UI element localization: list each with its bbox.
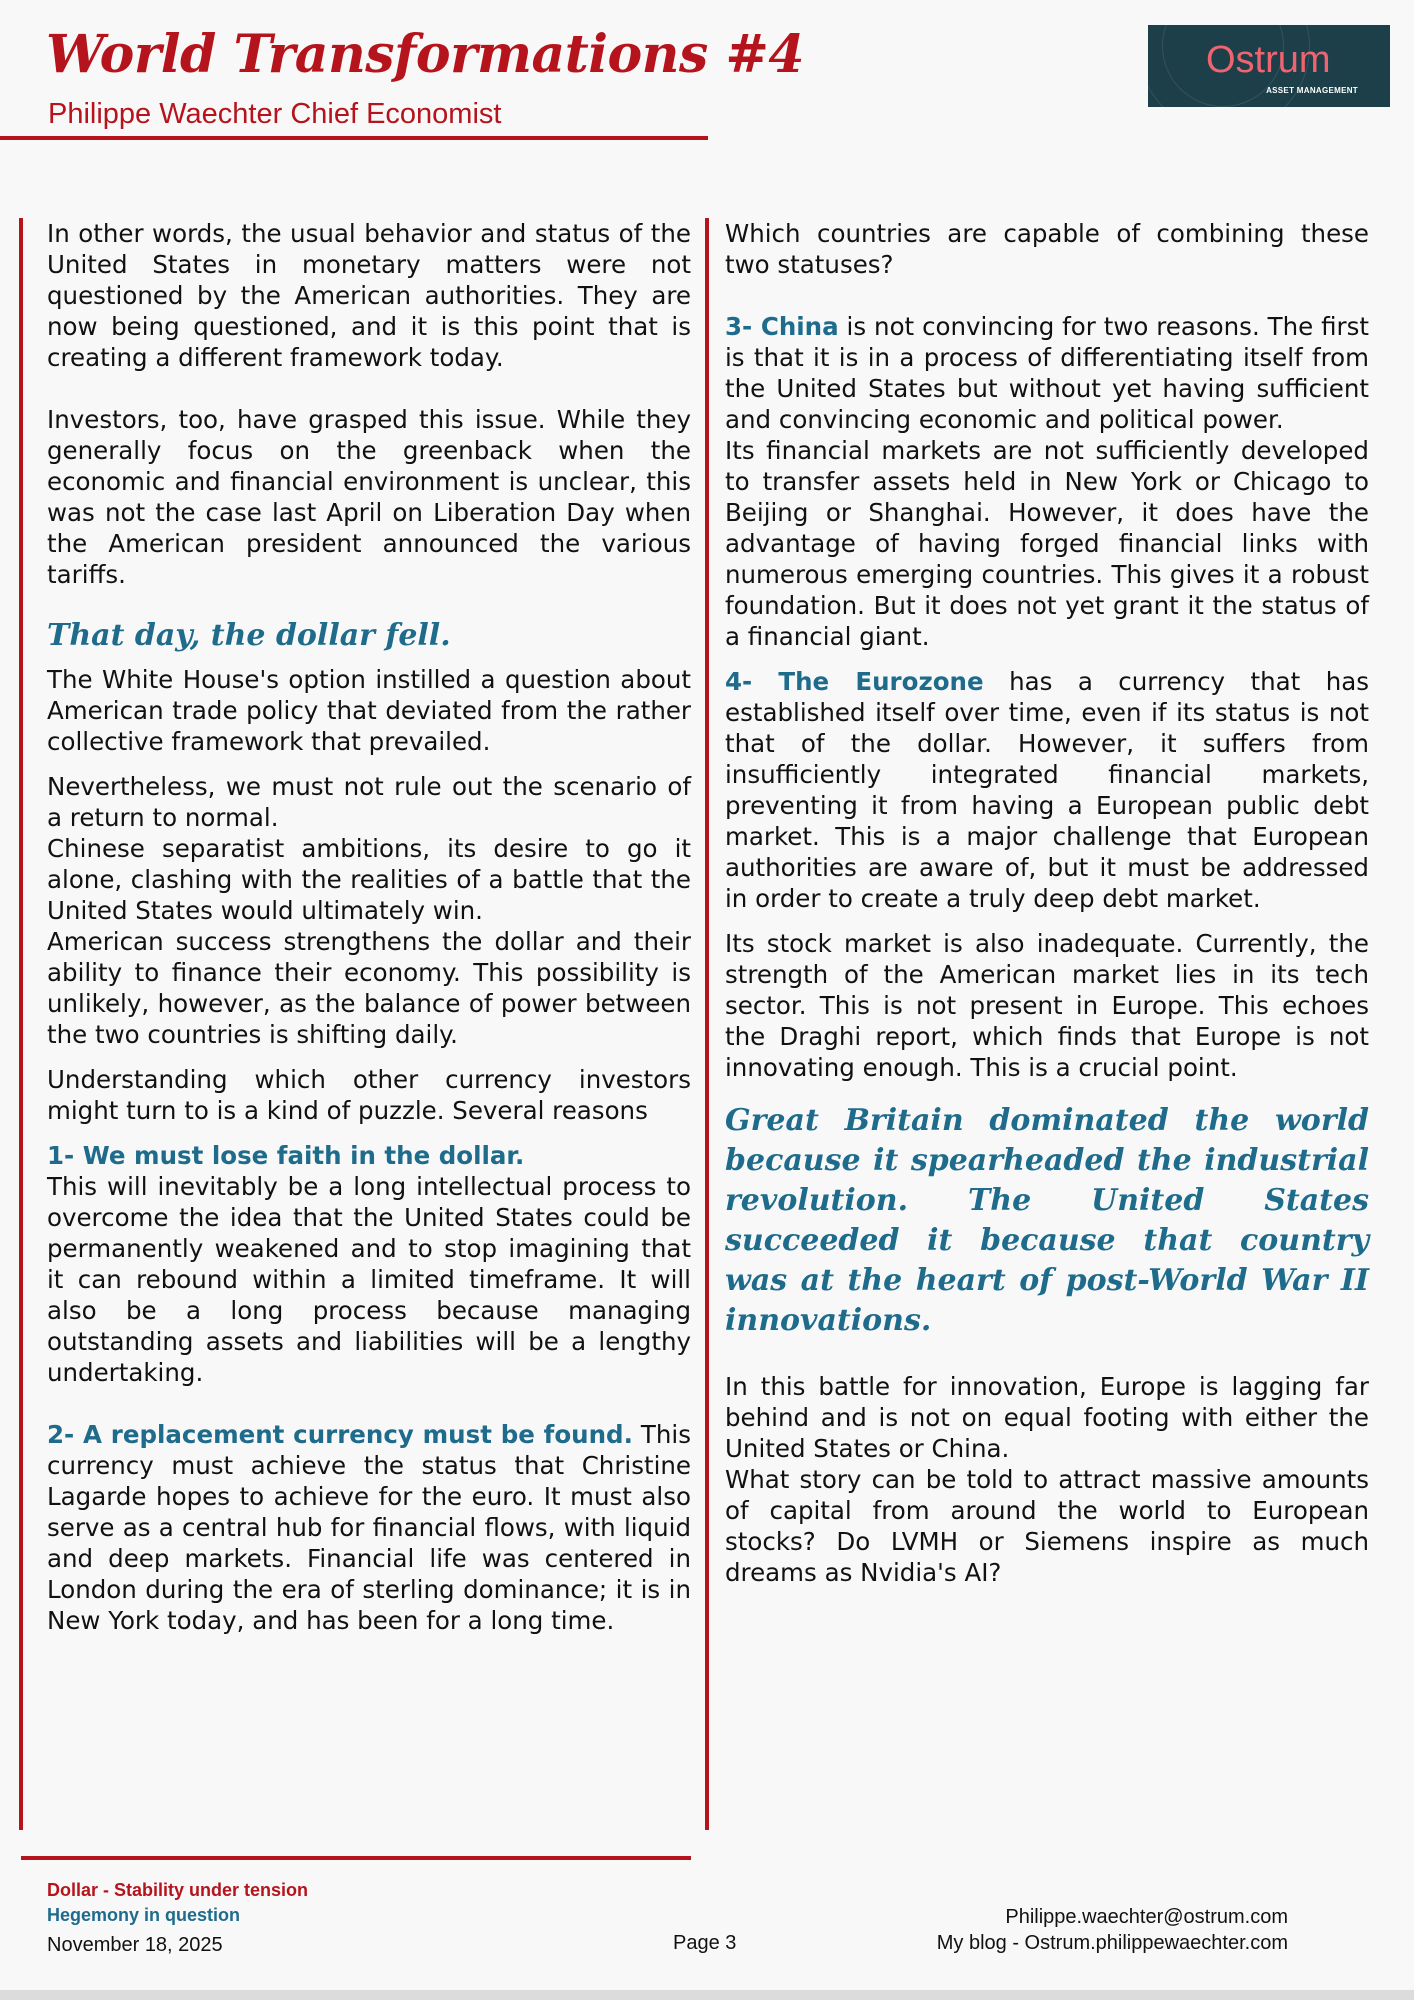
section-heading: 3- China	[725, 312, 839, 341]
right-column	[725, 218, 1369, 1588]
page-number: Page 3	[673, 1932, 737, 1954]
paragraph: Nevertheless, we must not rule out the scenario of a return to normal.	[47, 772, 691, 832]
paragraph: The White House's option instilled a question about American trade policy that deviated from the rather collective framework that prevailed.	[47, 665, 691, 756]
section-heading: 4- The Eurozone	[725, 667, 984, 696]
blog-link: My blog - Ostrum.philippewaechter.com	[936, 1932, 1288, 1954]
footer-date: November 18, 2025	[47, 1934, 223, 1956]
paragraph: American success strengthens the dollar and their ability to finance their economy. This possibility is unlikely, however, as the balance of power between the two countries is shifting daily.	[47, 927, 691, 1049]
logo-tagline: ASSET MANAGEMENT	[1266, 86, 1358, 95]
paragraph: Its stock market is also inadequate. Currently, the strength of the American market lies in its tech sector. This is not present in Europe. This echoes the Draghi report, which finds that Europe is not innovating enough. This is a crucial point.	[725, 929, 1369, 1082]
footer-topic-secondary: Hegemony in question	[47, 1905, 241, 1925]
footer-rule	[21, 1856, 691, 1860]
paragraph: Chinese separatist ambitions, its desire to go it alone, clashing with the realities of a battle that the United States would ultimately win.	[47, 834, 691, 925]
title-underline	[0, 136, 708, 140]
document-title: World Transformations #4	[46, 24, 805, 85]
author-subtitle: Philippe Waechter Chief Economist	[48, 98, 502, 130]
paragraph-text: This currency must achieve the status that Christine Lagarde hopes to achieve for the euro. It must also serve as a central hub for financial flows, with liquid and deep markets. Financial life was centered in London during the era of sterling dominance; it is in New York today, and has been for a long time.	[47, 1420, 691, 1635]
paragraph: This will inevitably be a long intellectual process to overcome the idea that the United States could be permanently weakened and to stop imagining that it can rebound within a limited timeframe. It will also be a long process because managing outstanding assets and liabilities will be a lengthy undertaking.	[47, 1172, 691, 1387]
paragraph-text: is not convincing for two reasons. The first is that it is in a process of differentiating itself from the United States but without yet having sufficient and convincing economic and political power.	[725, 312, 1369, 434]
ostrum-logo	[1148, 25, 1390, 107]
left-column	[47, 218, 691, 1636]
footer-topic-primary: Dollar - Stability under tension	[47, 1880, 309, 1900]
paragraph: Its financial markets are not sufficiently developed to transfer assets held in New York or Chicago to Beijing or Shanghai. However, it does have the advantage of having forged financial links with numerous emerging countries. This gives it a robust foundation. But it does not yet grant it the status of a financial giant.	[725, 436, 1369, 651]
paragraph: Investors, too, have grasped this issue. While they generally focus on the greenback when the economic and financial environment is unclear, this was not the case last April on Liberation Day when the American president announced the various tariffs.	[47, 405, 691, 589]
paragraph: Understanding which other currency investors might turn to is a kind of puzzle. Several reasons	[47, 1065, 691, 1125]
page-bottom-edge	[0, 1990, 1414, 2000]
paragraph	[725, 666, 1369, 914]
paragraph: In this battle for innovation, Europe is lagging far behind and is not on equal footing with either the United States or China.	[725, 1372, 1369, 1463]
paragraph	[47, 1419, 691, 1636]
paragraph-text: has a currency that has established itself over time, even if its status is not that of the dollar. However, it suffers from insufficiently integrated financial markets, preventing it from having a European public debt market. This is a major challenge that European authorities are aware of, but it must be addressed in order to create a truly deep debt market.	[725, 667, 1370, 913]
section-heading: 1- We must lose faith in the dollar.	[47, 1141, 525, 1170]
logo-wordmark: Ostrum	[1206, 39, 1331, 81]
section-heading: 2- A replacement currency must be found.	[47, 1420, 633, 1449]
author-email: Philippe.waechter@ostrum.com	[1005, 1906, 1288, 1928]
pull-quote: Great Britain dominated the world because it spearheaded the industrial revolution. The United States succeeded it because that country was at the heart of post-World War II innovations.	[725, 1103, 1369, 1338]
paragraph: What story can be told to attract massive amounts of capital from around the world to European stocks? Do LVMH or Siemens inspire as much dreams as Nvidia's AI?	[725, 1465, 1369, 1587]
paragraph	[725, 311, 1369, 435]
left-column-rule	[19, 218, 23, 1830]
center-column-rule	[705, 218, 709, 1830]
paragraph: Which countries are capable of combining these two statuses?	[725, 219, 1369, 279]
paragraph: In other words, the usual behavior and status of the United States in monetary matters were not questioned by the American authorities. They are now being questioned, and it is this point that is creating a different framework today.	[47, 219, 691, 372]
pull-quote: That day, the dollar fell.	[47, 618, 451, 653]
